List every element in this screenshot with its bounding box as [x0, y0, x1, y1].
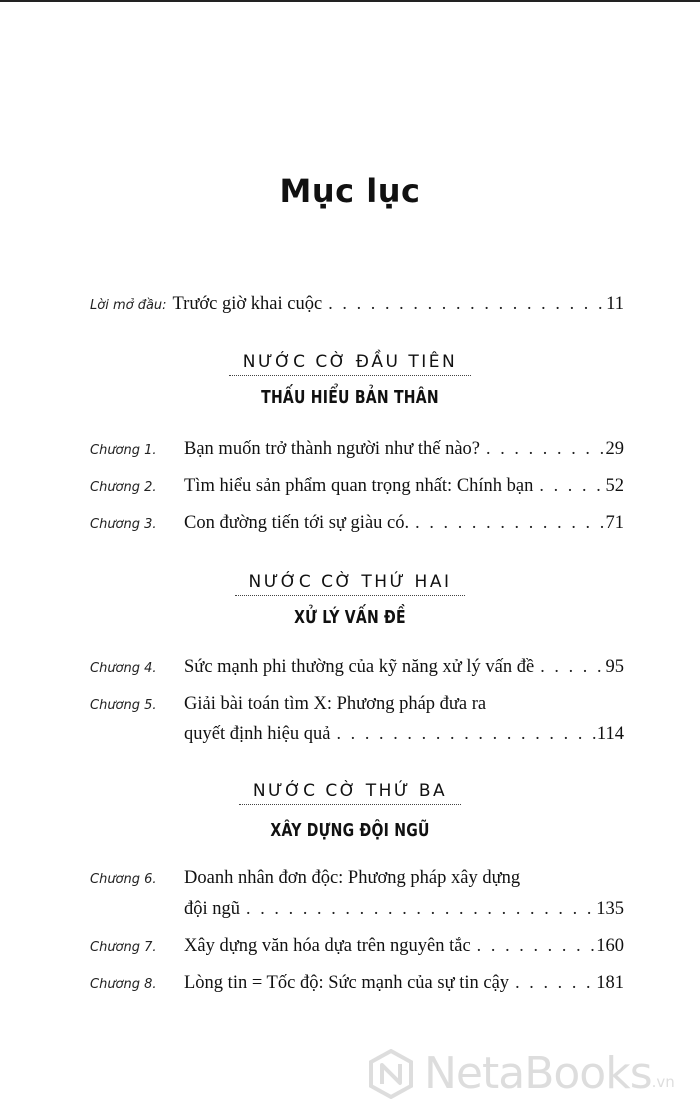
entry-title: Bạn muốn trở thành người như thế nào? — [184, 439, 480, 459]
part-title: XÂY DỰNG ĐỘI NGŨ — [270, 820, 430, 841]
entry-title: Lòng tin = Tốc độ: Sức mạnh của sự tin cậy — [184, 973, 510, 993]
dot-leader — [330, 723, 596, 744]
entry-label: Chương 7. — [90, 940, 157, 955]
entry-title: Doanh nhân đơn độc: Phương pháp xây dựng — [184, 868, 521, 888]
entry-title: Trước giờ khai cuộc — [172, 294, 323, 314]
toc-entry-preface — [90, 293, 624, 317]
page-title: Mục lục — [279, 172, 421, 210]
toc-entry-continuation — [184, 723, 624, 747]
entry-label: Lời mở đầu: — [90, 298, 167, 313]
entry-title: Tìm hiểu sản phẩm quan trọng nhất: Chính bạn — [184, 476, 534, 496]
entry-label: Chương 4. — [90, 661, 157, 676]
netabooks-logo-icon — [368, 1049, 414, 1099]
entry-title: Sức mạnh phi thường của kỹ năng xử lý vấn đề — [184, 657, 535, 677]
toc-entry — [90, 475, 624, 499]
entry-title-cont: đội ngũ — [184, 899, 241, 919]
dot-leader — [240, 898, 596, 919]
entry-page: 135 — [596, 899, 624, 919]
entry-title: Xây dựng văn hóa dựa trên nguyên tắc — [184, 936, 471, 956]
dot-leader — [533, 475, 605, 496]
entry-title-cont: quyết định hiệu quả — [184, 724, 331, 744]
toc-entry — [90, 868, 624, 892]
entry-label: Chương 5. — [90, 698, 157, 713]
part-title: THẤU HIỂU BẢN THÂN — [261, 387, 439, 408]
entry-page: 95 — [605, 657, 624, 677]
entry-label: Chương 6. — [90, 872, 157, 887]
toc-entry-continuation — [184, 898, 624, 922]
entry-label: Chương 3. — [90, 517, 157, 532]
watermark-suffix: .vn — [651, 1073, 675, 1091]
entry-title: Con đường tiến tới sự giàu có. — [184, 513, 410, 533]
entry-title: Giải bài toán tìm X: Phương pháp đưa ra — [184, 694, 487, 714]
toc-entry — [90, 512, 624, 536]
toc-entry — [90, 972, 624, 996]
entry-page: 52 — [605, 476, 624, 496]
part-title: XỬ LÝ VẤN ĐỀ — [294, 607, 406, 628]
dot-leader — [322, 293, 606, 314]
toc-entry — [90, 935, 624, 959]
dot-leader — [534, 656, 605, 677]
dot-leader — [409, 512, 605, 533]
entry-page: 71 — [605, 513, 624, 533]
toc-entry — [90, 656, 624, 680]
part-label: NƯỚC CỜ THỨ HAI — [0, 572, 700, 596]
entry-page: 160 — [596, 936, 624, 956]
entry-label: Chương 2. — [90, 480, 157, 495]
watermark-brand: NetaBooks — [424, 1048, 652, 1099]
entry-page: 181 — [596, 973, 624, 993]
entry-page: 29 — [605, 439, 624, 459]
dot-leader — [509, 972, 596, 993]
part-label: NƯỚC CỜ THỨ BA — [0, 781, 700, 805]
toc-entry — [90, 438, 624, 462]
dot-leader — [471, 935, 597, 956]
watermark — [368, 1048, 675, 1099]
entry-page: 114 — [596, 724, 624, 744]
dot-leader — [480, 438, 606, 459]
entry-label: Chương 8. — [90, 977, 157, 992]
part-label: NƯỚC CỜ ĐẦU TIÊN — [0, 352, 700, 376]
toc-entry — [90, 694, 624, 718]
entry-label: Chương 1. — [90, 443, 157, 458]
entry-page: 11 — [606, 294, 624, 314]
